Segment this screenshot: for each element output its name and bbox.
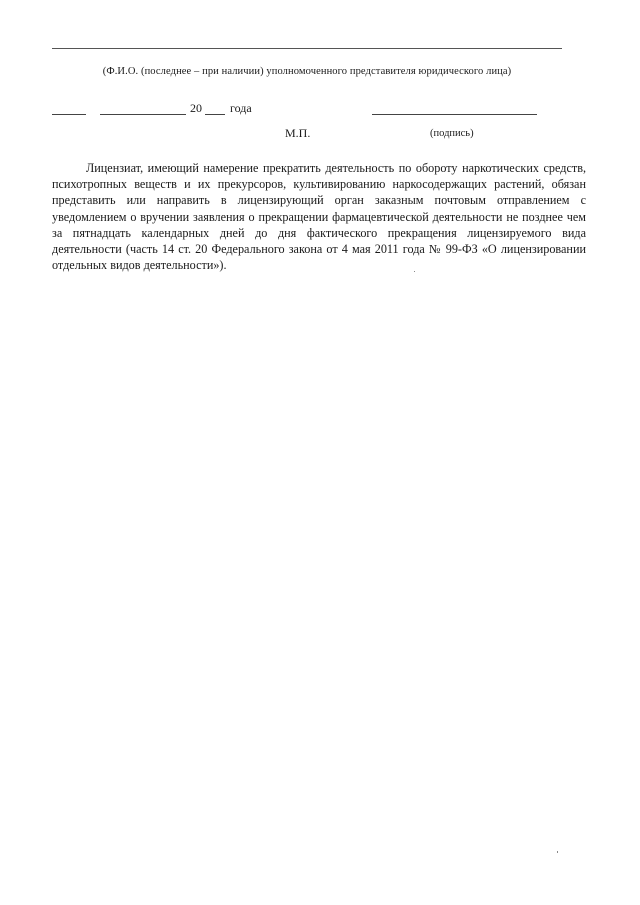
date-day-blank <box>52 114 86 115</box>
representative-name-line <box>52 48 562 49</box>
signature-line <box>372 114 537 115</box>
stamp-place-label: М.П. <box>285 126 311 140</box>
scan-speck <box>414 271 415 272</box>
licensee-notice-paragraph: Лицензиат, имеющий намерение прекратить деятельность по обороту наркотических средств, психотропных веществ и их прекурсоров, культивированию наркосодержащих растений, обязан представить или направить в лицензирующий орган заказным почтовым отправлением с уведомлением о вручении заявления о прекращении фармацевтической деятельности не позднее чем за пятнадцать календарных дней до дня фактического прекращения лицензируемого вида деятельности (часть 14 ст. 20 Федерального закона от 4 мая 2011 года № 99-ФЗ «О лицензировании отдельных видов деятельности»). <box>52 161 586 273</box>
representative-caption: (Ф.И.О. (последнее – при наличии) уполномоченного представителя юридического лица) <box>102 66 512 77</box>
year-suffix: года <box>230 101 252 115</box>
date-year-blank <box>205 114 225 115</box>
date-month-blank <box>100 114 186 115</box>
signature-caption: (подпись) <box>430 128 474 139</box>
year-prefix: 20 <box>190 101 202 115</box>
scan-speck <box>557 851 558 853</box>
